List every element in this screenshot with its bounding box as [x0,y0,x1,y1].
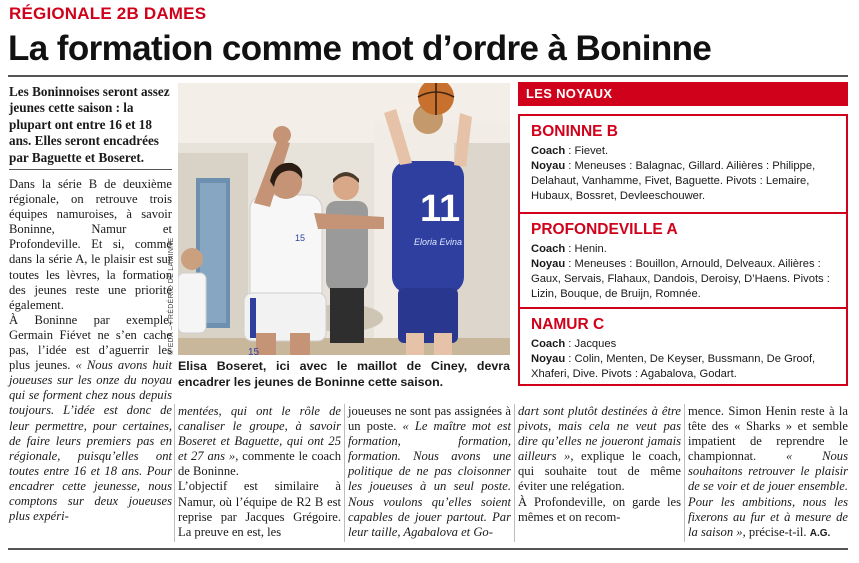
top-rule [8,75,848,77]
team-coach [531,144,838,159]
column-divider [514,404,515,542]
body-text: mence. Simon Henin reste à la tête des « Sharks » et semble impatient de reprendre le championnat. [688,404,848,464]
team-coach [531,337,838,352]
basketball-photo-illustration [178,83,510,355]
body-paragraph: À Profondeville, on garde les mêmes et on recom- [518,494,681,524]
body-column-4 [518,404,681,525]
team-name: NAMUR C [531,316,605,333]
column-divider [344,404,345,542]
body-quote: « Nous souhaitons retrouver le plaisir de se voir et de jouer ensemble. Pour les ambitions, nous les fixerons au fur et à mesure de la saison » [688,449,848,539]
body-quote: mentées, qui ont le rôle de canaliser le groupe, à savoir Boseret et Baguette, qui ont 25 et 27 ans » [178,404,341,464]
photo-caption: Elisa Boseret, ici avec le maillot de Ciney, devra encadrer les jeunes de Boninne cette saison. [178,359,510,389]
roster-value: : Colin, Menten, De Keyser, Bussmann, De Groof, Xhaferi, Dive. Pivots : Agabalova, Godart. [531,353,816,380]
body-column-2 [178,404,341,540]
body-column-5 [688,404,848,541]
team-name: BONINNE B [531,123,618,140]
coach-label: Coach [531,338,566,350]
team-card-namur-c [518,307,848,386]
body-paragraph [9,313,172,524]
body-text: , explique le coach, qui souhaite tout de même éviter une relégation. [518,449,681,494]
column-divider [684,404,685,542]
headline: La formation comme mot d’ordre à Boninne [8,29,712,68]
sidebar-title: LES NOYAUX [518,82,848,106]
body-quote: dart sont plutôt destinées à être pivots, mais cela ne veut pas dire qu’elles ne joueront jamais ailleurs » [518,404,681,464]
article-photo [178,83,510,355]
noyau-label: Noyau [531,353,566,365]
blue-jersey-number: 11 [420,188,461,230]
section-kicker: RÉGIONALE 2B DAMES [9,4,207,23]
shorts-number: 15 [248,347,260,355]
team-card-profondeville-a [518,212,848,309]
blue-jersey-sponsor: Eloria Evina [414,237,463,247]
team-coach [531,242,838,257]
coach-label: Coach [531,243,566,255]
team-roster [531,159,838,204]
body-text: , commente le coach de Boninne. [178,449,342,479]
body-paragraph [348,404,511,540]
body-paragraph [178,404,341,479]
coach-label: Coach [531,145,566,157]
bottom-rule [8,548,848,550]
white-jersey-number: 15 [295,233,306,243]
body-text: À Boninne par exemple, Germain Fiévet ne s’en cache pas, l’idée est d’aguerrir les plus jeunes. [9,312,172,373]
body-paragraph: Dans la série B de deuxième régionale, on retrouve trois équipes namuroises, à savoir Boninne, Namur et Profondeville. Et si, comme dans la série A, le plaisir est sur toutes les lèvres, la formation des jeunes reste une priorité également. [9,177,172,312]
body-column-1 [9,177,172,524]
coach-value: : Jacques [565,338,617,350]
team-roster [531,257,838,302]
body-paragraph: L’objectif est similaire à Namur, où l’équipe de R2 B est reprise par Jacques Grégoire. La preuve en est, les [178,479,341,539]
column-divider [174,404,175,542]
body-paragraph [688,404,848,541]
author-signature: A.G. [809,527,831,539]
noyau-label: Noyau [531,160,566,172]
intro-divider [9,169,172,170]
team-card-boninne-b [518,114,848,214]
body-text: , précise-t-il. [742,524,807,539]
team-name: PROFONDEVILLE A [531,221,678,238]
photo-credit-text: © EDA – FRÉDÉRIC DE LAMINNE [168,237,175,355]
body-text: joueuses ne sont pas assignées à un poste. [348,404,511,434]
roster-value: : Meneuses : Balagnac, Gillard. Ailières : Philippe, Delahaut, Vanhamme, Fivet, Baguette. Pivots : Lemaire, Hubaux, Bossret, Devleeschouwer. [531,160,816,202]
roster-value: : Meneuses : Bouillon, Arnould, Delveaux. Ailières : Gaux, Servais, Flahaux, Dandois, Deroisy, D’Haens. Pivots : Lizin, Bouque, de Bruijn, Romnée. [531,258,830,300]
body-paragraph [518,404,681,495]
coach-value: : Fievet. [565,145,609,157]
coach-value: : Henin. [565,243,607,255]
body-column-3 [348,404,511,540]
team-roster [531,352,838,382]
body-quote: « Nous avons huit joueuses sur les onze du noyau qui se forment chez nous depuis toujours. L’idée est donc de leur permettre, pour certaines, de faire leurs premiers pas en régionale, puisqu’elles ont toutes entre 16 et 18 ans. Pour encadrer cette jeunesse, nous comptons sur deux joueuses plus expéri- [9,358,172,524]
body-quote: « Le maître mot est formation, formation, formation. Nous avons une politique de ne pas cloisonner les joueuses à un seul poste. Nous voulons qu’elles soient capables de jouer partout. Par leur taille, Agabalova et Go- [348,419,512,539]
article-intro: Les Boninnoises seront assez jeunes cette saison : la plupart ont entre 16 et 18 ans. Elles seront encadrées par Baguette et Boseret. [9,84,170,165]
noyau-label: Noyau [531,258,566,270]
